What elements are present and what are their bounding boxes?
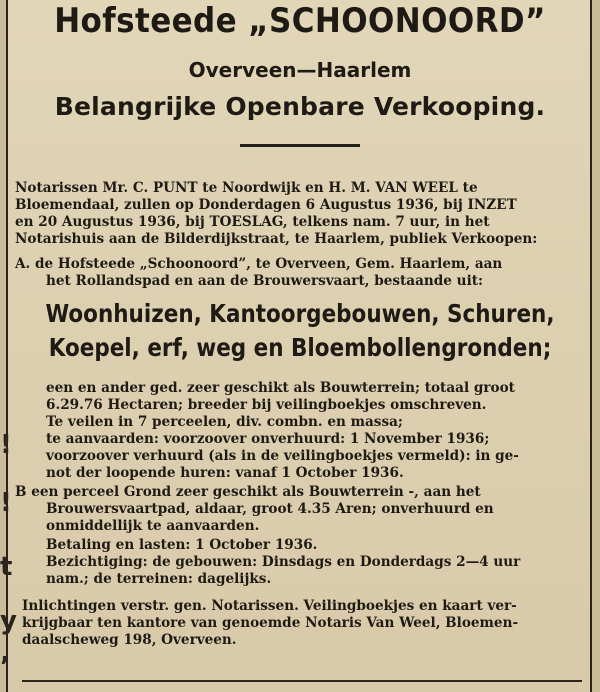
highlight-line: Woonhuizen, Kantoorgebouwen, Schuren, (45, 300, 555, 329)
section-b-line: onmiddellijk te aanvaarden. (46, 518, 260, 534)
section-b-line: Brouwersvaartpad, aldaar, groot 4.35 Aren; onverhuurd en (46, 501, 494, 517)
margin-fragment: ’ (0, 652, 10, 682)
bottom-rule (22, 680, 582, 682)
closing-line: daalscheweg 198, Overveen. (22, 632, 237, 648)
intro-line: Notarishuis aan de Bilderdijkstraat, te Haarlem, publiek Verkoopen: (15, 231, 538, 247)
intro-line: Bloemendaal, zullen op Donderdagen 6 Augustus 1936, bij INZET (15, 197, 517, 213)
section-a-detail-line: not der loopende huren: vanaf 1 October 1936. (46, 465, 404, 481)
section-a-detail-line: voorzoover verhuurd (als in de veilingboekjes vermeld): in ge- (46, 448, 519, 464)
section-a-line: A. de Hofsteede „Schoonoord”, te Overveen, Gem. Haarlem, aan (15, 256, 503, 272)
divider-rule (240, 144, 360, 147)
section-a-detail-line: te aanvaarden: voorzoover onverhuurd: 1 November 1936; (46, 431, 490, 447)
intro-line: Notarissen Mr. C. PUNT te Noordwijk en H. M. VAN WEEL te (15, 180, 478, 196)
closing-line: krijgbaar ten kantore van genoemde Notaris Van Weel, Bloemen- (22, 615, 519, 631)
section-b-line: Bezichtiging: de gebouwen: Dinsdags en Donderdags 2—4 uur (46, 554, 521, 570)
intro-line: en 20 Augustus 1936, bij TOESLAG, telkens nam. 7 uur, in het (15, 214, 490, 230)
section-b-line: nam.; de terreinen: dagelijks. (46, 571, 272, 587)
section-b-line: B een perceel Grond zeer geschikt als Bouwterrein -, aan het (15, 484, 481, 500)
section-b-line: Betaling en lasten: 1 October 1936. (46, 537, 318, 553)
margin-fragment: y (0, 606, 17, 636)
section-a-detail-line: Te veilen in 7 perceelen, div. combn. en massa; (46, 414, 403, 430)
margin-fragment: ! (0, 488, 12, 518)
closing-line: Inlichtingen verstr. gen. Notarissen. Veilingboekjes en kaart ver- (22, 598, 517, 614)
location-line: Overveen—Haarlem (188, 58, 412, 82)
highlight-line: Koepel, erf, weg en Bloembollengronden; (48, 334, 552, 363)
margin-fragment: t (0, 552, 13, 582)
page-title: Hofsteede „SCHOONOORD” (54, 2, 546, 41)
section-a-detail-line: 6.29.76 Hectaren; breeder bij veilingboekjes omschreven. (46, 397, 487, 413)
section-a-detail-line: een en ander ged. zeer geschikt als Bouwterrein; totaal groot (46, 380, 515, 396)
section-a-line: het Rollandspad en aan de Brouwersvaart, bestaande uit: (46, 273, 484, 289)
margin-fragment: ! (0, 430, 12, 460)
subtitle: Belangrijke Openbare Verkooping. (54, 92, 546, 121)
